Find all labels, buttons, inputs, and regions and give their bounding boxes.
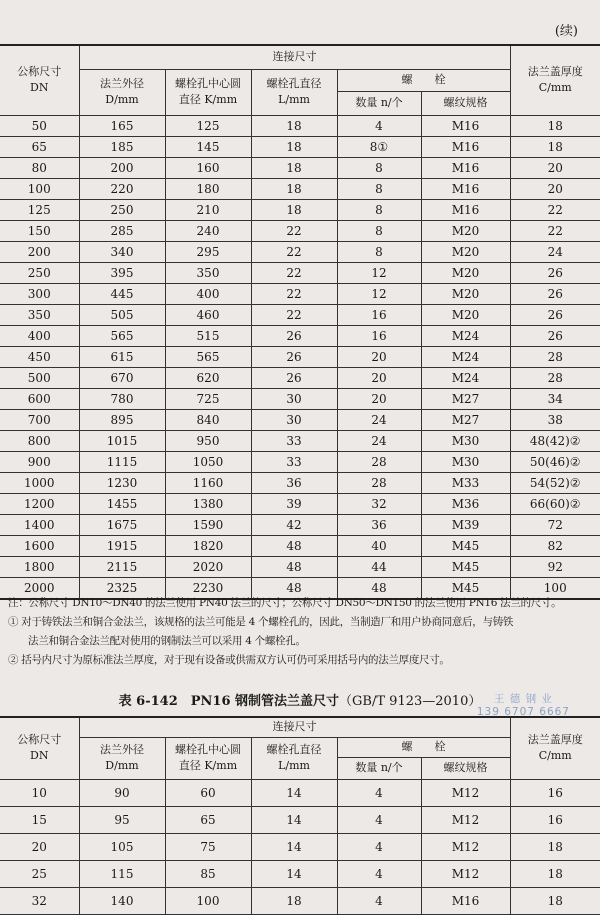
cell-dn: 100 [0,178,79,199]
table-row [0,283,600,304]
cell-thickness: 24 [510,241,600,262]
table-row [0,325,600,346]
cell-bolt-circle: 515 [165,325,251,346]
watermark: 王 德 钢 业 139 6707 6667 [476,693,570,718]
cell-hole-diameter: 48 [251,556,337,577]
cell-outer-diameter: 105 [79,833,165,860]
cell-bolt-qty: 8 [337,157,421,178]
cell-outer-diameter: 505 [79,304,165,325]
cell-hole-diameter: 18 [251,115,337,136]
flange-table-continued [0,44,600,600]
table-row [0,493,600,514]
cell-dn: 800 [0,430,79,451]
table-row [0,430,600,451]
cell-hole-diameter: 48 [251,577,337,599]
cell-outer-diameter: 670 [79,367,165,388]
cell-outer-diameter: 115 [79,860,165,887]
cell-outer-diameter: 1455 [79,493,165,514]
cell-bolt-circle: 210 [165,199,251,220]
cell-thickness: 54(52)② [510,472,600,493]
table-row [0,346,600,367]
cell-dn: 10 [0,779,79,806]
cell-hole-diameter: 14 [251,806,337,833]
cell-hole-diameter: 18 [251,136,337,157]
cell-dn: 400 [0,325,79,346]
cell-thickness: 16 [510,806,600,833]
header-hole-diameter: 螺栓孔直径 L/mm [251,69,337,115]
cell-dn: 15 [0,806,79,833]
header-bolt-circle: 螺栓孔中心圆 直径 K/mm [165,737,251,779]
cell-hole-diameter: 22 [251,262,337,283]
header-thickness: 法兰盖厚度 C/mm [510,45,600,115]
cell-hole-diameter: 30 [251,409,337,430]
table-row [0,157,600,178]
cell-thickness: 38 [510,409,600,430]
table-row [0,241,600,262]
table-row [0,860,600,887]
cell-bolt-qty: 4 [337,779,421,806]
cell-thread: M24 [421,346,510,367]
cell-outer-diameter: 185 [79,136,165,157]
cell-thread: M12 [421,860,510,887]
header-qty: 数量 n/个 [337,91,421,115]
cell-thread: M12 [421,833,510,860]
cell-bolt-qty: 24 [337,430,421,451]
cell-thickness: 26 [510,304,600,325]
cell-outer-diameter: 1915 [79,535,165,556]
cell-bolt-circle: 65 [165,806,251,833]
cell-thread: M16 [421,178,510,199]
cell-bolt-qty: 4 [337,115,421,136]
continued-label: (续) [554,24,578,39]
cell-bolt-circle: 125 [165,115,251,136]
cell-thickness: 26 [510,283,600,304]
cell-hole-diameter: 18 [251,887,337,914]
cell-outer-diameter: 2325 [79,577,165,599]
table-row [0,535,600,556]
cell-thickness: 82 [510,535,600,556]
header-connection: 连接尺寸 [79,717,510,737]
cell-dn: 20 [0,833,79,860]
cell-dn: 500 [0,367,79,388]
cell-bolt-qty: 24 [337,409,421,430]
cell-dn: 1000 [0,472,79,493]
cell-hole-diameter: 14 [251,860,337,887]
cell-thickness: 50(46)② [510,451,600,472]
cell-thread: M20 [421,283,510,304]
header-thread: 螺纹规格 [421,757,510,779]
cell-thickness: 18 [510,833,600,860]
cell-thickness: 26 [510,262,600,283]
cell-dn: 50 [0,115,79,136]
cell-bolt-circle: 1050 [165,451,251,472]
cell-thread: M45 [421,535,510,556]
cell-hole-diameter: 42 [251,514,337,535]
cell-bolt-qty: 40 [337,535,421,556]
cell-thickness: 22 [510,220,600,241]
cell-bolt-circle: 1820 [165,535,251,556]
cell-thickness: 18 [510,860,600,887]
cell-hole-diameter: 22 [251,241,337,262]
cell-bolt-qty: 8 [337,241,421,262]
cell-dn: 1800 [0,556,79,577]
cell-hole-diameter: 18 [251,178,337,199]
cell-bolt-qty: 12 [337,283,421,304]
cell-thread: M16 [421,136,510,157]
cell-thickness: 18 [510,887,600,914]
cell-bolt-qty: 48 [337,577,421,599]
cell-bolt-qty: 32 [337,493,421,514]
table-row [0,220,600,241]
cell-thickness: 16 [510,779,600,806]
cell-dn: 80 [0,157,79,178]
cell-thread: M12 [421,806,510,833]
table-row [0,178,600,199]
cell-dn: 250 [0,262,79,283]
cell-outer-diameter: 90 [79,779,165,806]
table-row [0,262,600,283]
note-1: ① 对于铸铁法兰和铜合金法兰，该规格的法兰可能是 4 个螺栓孔的，因此，当制造厂和用户协商同意后，与铸铁 [8,616,514,628]
table-row [0,806,600,833]
cell-thickness: 26 [510,325,600,346]
cell-hole-diameter: 22 [251,304,337,325]
cell-thickness: 34 [510,388,600,409]
header-thread: 螺纹规格 [421,91,510,115]
cell-thickness: 100 [510,577,600,599]
table-notes [8,594,588,670]
cell-thread: M45 [421,556,510,577]
cell-hole-diameter: 26 [251,367,337,388]
cell-hole-diameter: 39 [251,493,337,514]
cell-thread: M24 [421,325,510,346]
cell-bolt-circle: 725 [165,388,251,409]
note-1-cont: 法兰和铜合金法兰配对使用的钢制法兰可以采用 4 个螺栓孔。 [28,635,306,647]
cell-bolt-qty: 8① [337,136,421,157]
cell-bolt-qty: 28 [337,451,421,472]
cell-dn: 600 [0,388,79,409]
cell-outer-diameter: 780 [79,388,165,409]
cell-thread: M16 [421,157,510,178]
cell-bolt-circle: 460 [165,304,251,325]
cell-bolt-qty: 8 [337,199,421,220]
cell-thickness: 20 [510,178,600,199]
cell-outer-diameter: 565 [79,325,165,346]
cell-bolt-circle: 1380 [165,493,251,514]
table-row [0,833,600,860]
cell-outer-diameter: 1675 [79,514,165,535]
cell-hole-diameter: 18 [251,157,337,178]
cell-hole-diameter: 48 [251,535,337,556]
cell-thickness: 92 [510,556,600,577]
cell-bolt-circle: 100 [165,887,251,914]
cell-thickness: 28 [510,367,600,388]
header-connection: 连接尺寸 [79,45,510,69]
cell-hole-diameter: 36 [251,472,337,493]
cell-bolt-qty: 16 [337,304,421,325]
cell-hole-diameter: 14 [251,779,337,806]
cell-hole-diameter: 26 [251,346,337,367]
cell-dn: 32 [0,887,79,914]
header-bolt-circle: 螺栓孔中心圆 直径 K/mm [165,69,251,115]
cell-dn: 450 [0,346,79,367]
table-row [0,388,600,409]
cell-dn: 25 [0,860,79,887]
cell-thickness: 72 [510,514,600,535]
cell-thickness: 28 [510,346,600,367]
header-outer-diameter: 法兰外径 D/mm [79,69,165,115]
cell-thickness: 66(60)② [510,493,600,514]
cell-thread: M16 [421,887,510,914]
header-qty: 数量 n/个 [337,757,421,779]
cell-bolt-circle: 2230 [165,577,251,599]
cell-thickness: 48(42)② [510,430,600,451]
cell-thread: M24 [421,367,510,388]
cell-outer-diameter: 895 [79,409,165,430]
cell-bolt-circle: 295 [165,241,251,262]
cell-outer-diameter: 615 [79,346,165,367]
cell-thread: M20 [421,262,510,283]
cell-thread: M20 [421,304,510,325]
table2-title: 表 6-142 PN16 钢制管法兰盖尺寸（GB/T 9123—2010） [118,694,482,709]
cell-hole-diameter: 33 [251,451,337,472]
cell-bolt-circle: 2020 [165,556,251,577]
cell-thread: M27 [421,388,510,409]
cell-bolt-qty: 20 [337,388,421,409]
cell-bolt-qty: 4 [337,833,421,860]
cell-bolt-circle: 1590 [165,514,251,535]
cell-dn: 700 [0,409,79,430]
cell-bolt-qty: 12 [337,262,421,283]
cell-outer-diameter: 2115 [79,556,165,577]
cell-bolt-qty: 16 [337,325,421,346]
cell-thickness: 22 [510,199,600,220]
cell-bolt-qty: 8 [337,178,421,199]
cell-outer-diameter: 200 [79,157,165,178]
cell-dn: 1200 [0,493,79,514]
cell-hole-diameter: 26 [251,325,337,346]
cell-dn: 350 [0,304,79,325]
table-row [0,514,600,535]
header-bolt: 螺 栓 [337,69,510,91]
cell-bolt-circle: 75 [165,833,251,860]
cell-thread: M27 [421,409,510,430]
cell-outer-diameter: 165 [79,115,165,136]
cell-bolt-circle: 840 [165,409,251,430]
cell-dn: 2000 [0,577,79,599]
cell-thread: M36 [421,493,510,514]
cell-outer-diameter: 1015 [79,430,165,451]
cell-outer-diameter: 250 [79,199,165,220]
header-thickness: 法兰盖厚度 C/mm [510,717,600,779]
cell-thread: M39 [421,514,510,535]
cell-bolt-circle: 565 [165,346,251,367]
cell-outer-diameter: 95 [79,806,165,833]
cell-outer-diameter: 140 [79,887,165,914]
cell-hole-diameter: 22 [251,220,337,241]
header-dn: 公称尺寸 DN [0,45,79,115]
cell-bolt-circle: 240 [165,220,251,241]
cell-bolt-circle: 160 [165,157,251,178]
cell-bolt-circle: 60 [165,779,251,806]
cell-bolt-qty: 44 [337,556,421,577]
cell-bolt-qty: 4 [337,887,421,914]
cell-outer-diameter: 1230 [79,472,165,493]
table-row [0,367,600,388]
cell-dn: 200 [0,241,79,262]
cell-outer-diameter: 340 [79,241,165,262]
cell-bolt-circle: 145 [165,136,251,157]
note-general: 注：公称尺寸 DN10～DN40 的法兰使用 PN40 法兰的尺寸；公称尺寸 DN50～DN150 的法兰使用 PN16 法兰的尺寸。 [8,597,562,609]
cell-outer-diameter: 1115 [79,451,165,472]
cell-bolt-qty: 8 [337,220,421,241]
table-row [0,304,600,325]
table-row [0,115,600,136]
cell-dn: 300 [0,283,79,304]
cell-hole-diameter: 22 [251,283,337,304]
cell-dn: 65 [0,136,79,157]
cell-bolt-circle: 1160 [165,472,251,493]
cell-thickness: 18 [510,115,600,136]
cell-dn: 150 [0,220,79,241]
cell-thread: M30 [421,430,510,451]
cell-thread: M30 [421,451,510,472]
cell-thread: M45 [421,577,510,599]
table-row [0,472,600,493]
cell-thickness: 18 [510,136,600,157]
cell-bolt-qty: 20 [337,346,421,367]
cell-hole-diameter: 33 [251,430,337,451]
cell-thread: M12 [421,779,510,806]
cell-hole-diameter: 14 [251,833,337,860]
note-2: ② 括号内尺寸为原标准法兰厚度，对于现有设备或供需双方认可仍可采用括号内的法兰厚度尺寸。 [8,654,450,666]
table-row [0,199,600,220]
cell-outer-diameter: 220 [79,178,165,199]
cell-bolt-circle: 180 [165,178,251,199]
cell-bolt-qty: 28 [337,472,421,493]
cell-hole-diameter: 18 [251,199,337,220]
cell-bolt-circle: 400 [165,283,251,304]
cell-thread: M16 [421,199,510,220]
header-dn: 公称尺寸 DN [0,717,79,779]
cell-dn: 125 [0,199,79,220]
cell-outer-diameter: 395 [79,262,165,283]
cell-bolt-qty: 36 [337,514,421,535]
cell-bolt-circle: 85 [165,860,251,887]
table-row [0,556,600,577]
cell-outer-diameter: 445 [79,283,165,304]
cell-bolt-circle: 950 [165,430,251,451]
header-outer-diameter: 法兰外径 D/mm [79,737,165,779]
header-bolt: 螺 栓 [337,737,510,757]
cell-dn: 1600 [0,535,79,556]
pn16-flange-cover-table [0,716,600,915]
cell-thread: M20 [421,241,510,262]
cell-thickness: 20 [510,157,600,178]
cell-outer-diameter: 285 [79,220,165,241]
cell-bolt-circle: 350 [165,262,251,283]
cell-thread: M16 [421,115,510,136]
cell-bolt-circle: 620 [165,367,251,388]
cell-dn: 1400 [0,514,79,535]
cell-bolt-qty: 4 [337,806,421,833]
table-row [0,136,600,157]
cell-bolt-qty: 20 [337,367,421,388]
cell-dn: 900 [0,451,79,472]
header-hole-diameter: 螺栓孔直径 L/mm [251,737,337,779]
cell-bolt-qty: 4 [337,860,421,887]
cell-hole-diameter: 30 [251,388,337,409]
table-row [0,779,600,806]
cell-thread: M33 [421,472,510,493]
cell-thread: M20 [421,220,510,241]
table-row [0,409,600,430]
table-row [0,451,600,472]
